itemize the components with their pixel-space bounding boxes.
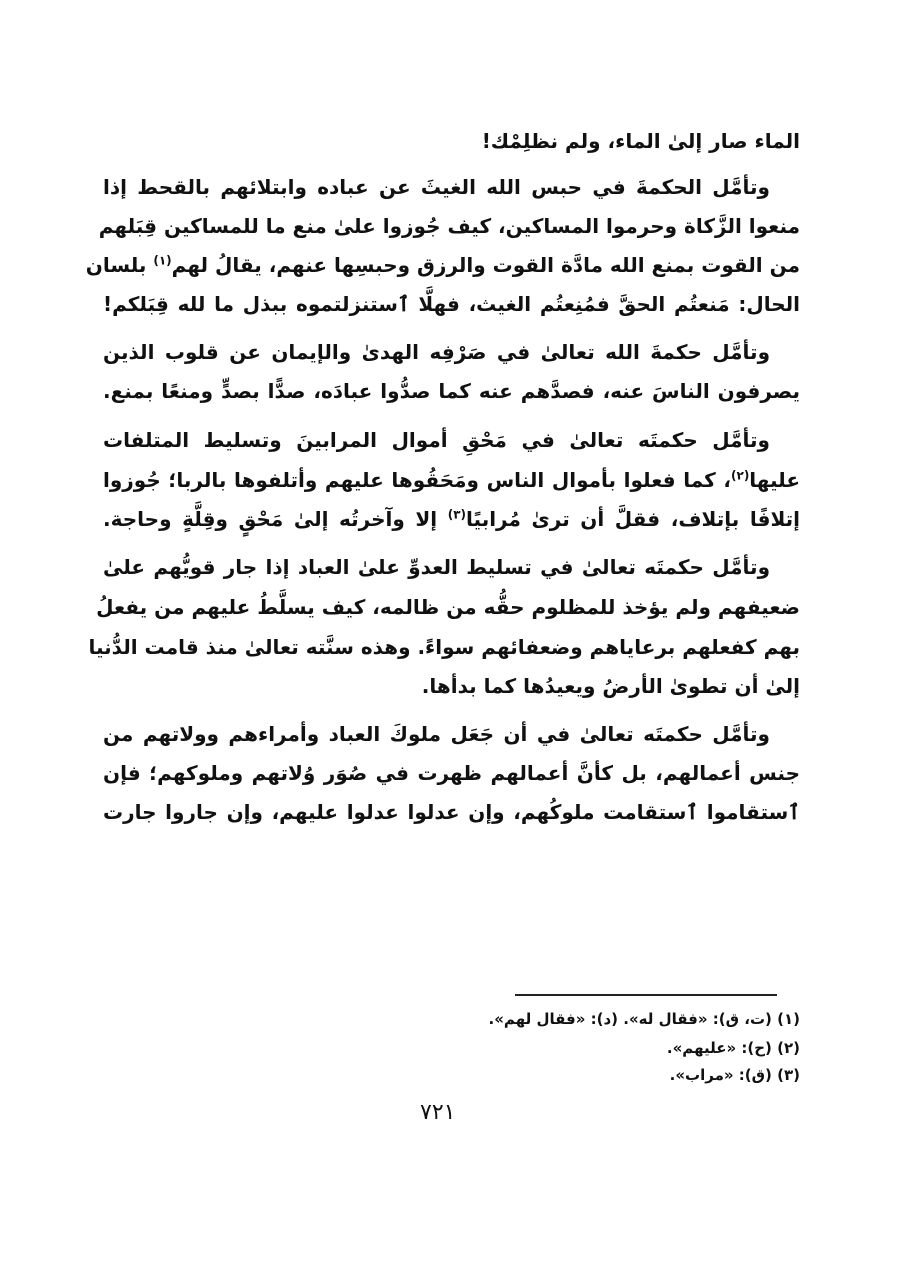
text-segment: ضعيفهم ولم يؤخذ للمظلوم حقُّه من ظالمه، كيف يسلَّطُ عليهم من يفعلُ [96,595,800,619]
page-number: ٧٢١ [420,1100,456,1125]
paragraph-5-line-3 [88,628,800,666]
text-segment: بلسان [85,253,154,277]
text-segment: يصرفون الناسَ عنه، فصدَّهم عنه كما صدُّوا عبادَه، صدًّا بصدٍّ ومنعًا بمنع. [103,379,800,403]
text-segment: جنس أعمالهم، بل كأنَّ أعمالهم ظهرت في صُوَر وُلاتهم وملوكهم؛ فإن [103,761,800,785]
footnote-2: (٢) (ح): «عليهم». [666,1039,800,1057]
footnote-1: (١) (ت، ق): «فقال له». (د): «فقال لهم». [488,1010,800,1028]
text-segment: بهم كفعلهم برعاياهم وضعفائهم سواءً. وهذه سنَّته تعالىٰ منذ قامت الدُّنيا [88,635,800,659]
paragraph-4-line-2 [103,461,800,499]
text-segment: ، كما فعلوا بأموال الناس ومَحَقُوها عليهم وأتلفوها بالربا؛ جُوزوا [103,468,731,492]
paragraph-1-line-1 [103,122,800,160]
paragraph-2-line-3 [85,246,800,284]
text-segment: عليها [749,468,800,492]
text-segment: إلا وآخرتُه إلىٰ مَحْقٍ وقِلَّةٍ وحاجة. [103,507,448,531]
text-segment: من القوت بمنع الله مادَّة القوت والرزق وحبسِها عنهم، يقالُ لهم [171,253,800,277]
paragraph-6-line-2 [103,754,800,792]
text-segment: منعوا الزَّكاة وحرموا المساكين، كيف جُوزوا علىٰ منع ما للمساكين قِبَلهم [98,214,800,238]
paragraph-4-line-3 [103,500,800,538]
paragraph-4-line-1 [103,421,800,459]
text-segment: إلىٰ أن تطوىٰ الأرضُ ويعيدُها كما بدأها. [421,674,800,698]
footnote-separator [515,994,777,996]
paragraph-3-line-2 [103,372,800,410]
text-segment: الحال: مَنعتُم الحقَّ فمُنِعتُم الغيث، فهلَّا ٱستنزلتموه ببذل ما لله قِبَلكم! [103,292,800,316]
paragraph-2-line-4 [103,285,800,323]
text-segment: وتأمَّل حكمةَ الله تعالىٰ في صَرْفِه الهدىٰ والإيمان عن قلوب الذين [103,340,770,364]
text-segment: وتأمَّل حكمتَه تعالىٰ في أن جَعَل ملوكَ العباد وأمراءهم وولاتهم من [103,722,770,746]
text-segment: وتأمَّل الحكمةَ في حبس الله الغيثَ عن عباده وابتلائهم بالقحط إذا [103,175,770,199]
text-segment: الماء صار إلىٰ الماء، ولم نظلِمْك! [481,129,800,153]
text-segment: وتأمَّل حكمتَه تعالىٰ في مَحْقِ أموال المرابينَ وتسليط المتلفات [103,428,770,452]
paragraph-2-line-2 [98,207,800,245]
text-segment: ٱستقاموا ٱستقامت ملوكُهم، وإن عدلوا عدلوا عليهم، وإن جاروا جارت [103,800,800,824]
footnote-marker[interactable]: (١) [153,253,172,268]
paragraph-2-line-1 [103,168,800,206]
paragraph-5-line-2 [96,588,800,626]
text-segment: إتلافًا بإتلاف، فقلَّ أن ترىٰ مُرابيًا [466,507,800,531]
footnote-3: (٣) (ق): «مراب». [669,1066,800,1084]
paragraph-5-line-1 [103,548,800,586]
footnote-marker[interactable]: (٣) [447,507,467,522]
footnote-marker[interactable]: (٢) [731,468,750,483]
paragraph-5-line-4 [103,667,800,705]
paragraph-6-line-1 [103,715,800,753]
text-segment: وتأمَّل حكمتَه تعالىٰ في تسليط العدوِّ علىٰ العباد إذا جار قويُّهم علىٰ [103,555,770,579]
paragraph-3-line-1 [103,333,800,371]
paragraph-6-line-3 [103,793,800,831]
